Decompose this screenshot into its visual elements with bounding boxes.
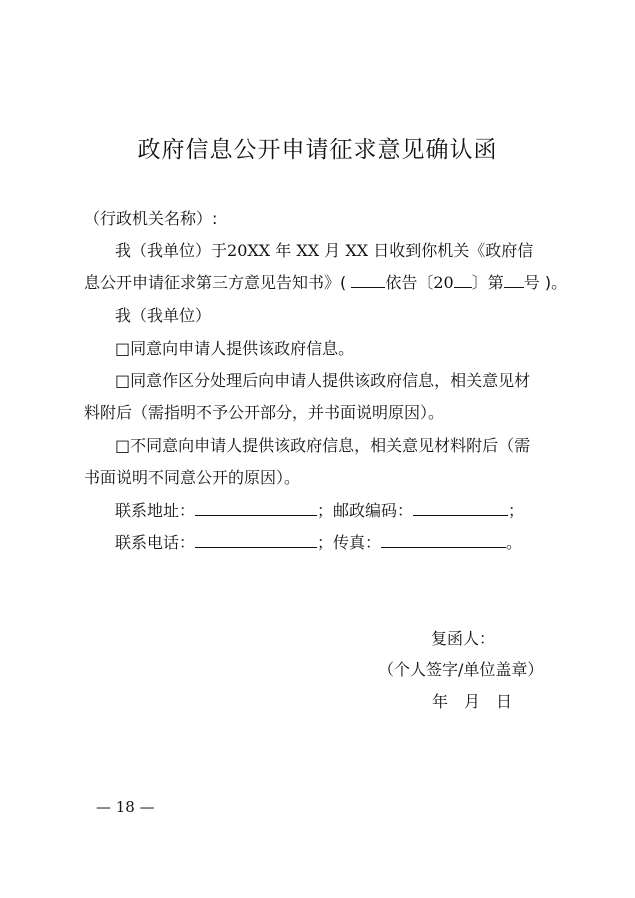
phone-line-end: 。 xyxy=(506,533,523,552)
para1-text-g: 〕第 xyxy=(471,273,504,292)
reply-label: 复函人： xyxy=(431,629,496,648)
fax-label: ；传真： xyxy=(317,533,382,552)
notice-number-blank xyxy=(504,273,524,288)
para1-text-a: 我（我单位）于 xyxy=(115,241,228,260)
para1-line2 xyxy=(84,272,567,294)
recipient-line: （行政机关名称）: xyxy=(84,209,218,228)
document-title: 政府信息公开申请征求意见确认函 xyxy=(137,137,498,163)
para1-text-h: 号 )。 xyxy=(523,273,568,292)
notice-no-blank xyxy=(351,273,385,288)
option-partial-line1: □同意作区分处理后向申请人提供该政府信息，相关意见材 xyxy=(115,371,531,390)
day-value: XX xyxy=(345,241,369,260)
address-label: 联系地址： xyxy=(115,501,196,520)
me-line: 我（我单位） xyxy=(115,306,212,325)
signature-note: （个人签字/单位盖章） xyxy=(378,660,544,679)
postcode-blank xyxy=(413,501,508,516)
postcode-label: ；邮政编码： xyxy=(317,501,414,520)
page-number: — 18 — xyxy=(96,798,155,816)
phone-blank xyxy=(195,533,317,548)
date-line: 年 月 日 xyxy=(432,692,513,711)
para1-text-c: 月 xyxy=(324,241,341,260)
address-blank xyxy=(195,501,317,516)
option-agree: □同意向申请人提供该政府信息。 xyxy=(115,339,355,358)
para1-line1 xyxy=(115,240,533,262)
notice-year-prefix: 20 xyxy=(433,273,454,292)
para1-text-f: 依告〔 xyxy=(385,273,434,292)
fax-blank xyxy=(381,533,506,548)
month-value: XX xyxy=(296,241,320,260)
notice-year-blank xyxy=(454,273,472,288)
option-disagree-line1: □不同意向申请人提供该政府信息，相关意见材料附后（需 xyxy=(115,436,531,455)
contact-address-line xyxy=(115,500,524,522)
para1-text-d: 日收到你机关《政府信 xyxy=(373,241,534,260)
phone-label: 联系电话： xyxy=(115,533,196,552)
para1-text-e: 息公开申请征求第三方意见告知书》( xyxy=(84,273,347,292)
option-disagree-line2: 书面说明不同意公开的原因）。 xyxy=(84,468,301,487)
para1-text-b: 年 xyxy=(275,241,292,260)
address-line-end: ； xyxy=(508,501,525,520)
contact-phone-line xyxy=(115,532,522,554)
year-value: 20XX xyxy=(227,241,271,260)
option-partial-line2: 料附后（需指明不予公开部分，并书面说明原因）。 xyxy=(84,403,445,422)
